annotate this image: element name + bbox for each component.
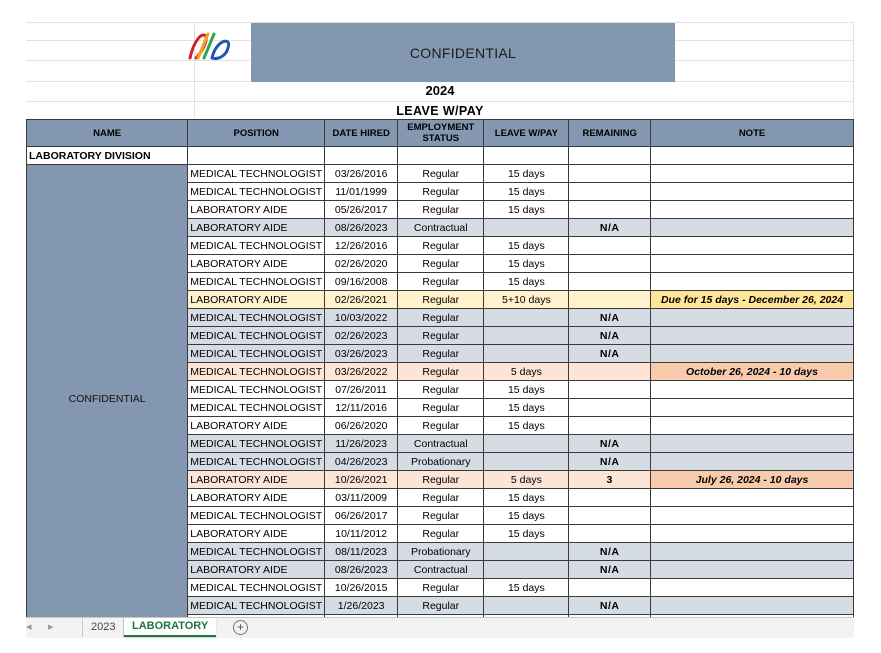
date-hired-cell[interactable]: 03/11/2009 bbox=[325, 489, 398, 507]
position-cell[interactable]: MEDICAL TECHNOLOGIST bbox=[188, 237, 325, 255]
leave-cell[interactable]: 15 days bbox=[484, 273, 569, 291]
note-cell[interactable] bbox=[651, 201, 854, 219]
header-row bbox=[27, 120, 854, 147]
leave-cell[interactable] bbox=[484, 327, 569, 345]
remaining-cell[interactable] bbox=[569, 525, 651, 543]
position-cell[interactable]: MEDICAL TECHNOLOGIST bbox=[188, 327, 325, 345]
remaining-cell[interactable] bbox=[569, 183, 651, 201]
company-logo bbox=[186, 30, 234, 62]
note-cell[interactable] bbox=[651, 417, 854, 435]
scroll-right-icon[interactable]: ▸ bbox=[48, 621, 54, 633]
date-hired-cell[interactable]: 08/26/2023 bbox=[325, 561, 398, 579]
note-cell[interactable] bbox=[651, 165, 854, 183]
table-cell[interactable] bbox=[398, 147, 484, 165]
position-cell[interactable]: MEDICAL TECHNOLOGIST bbox=[188, 165, 325, 183]
table-cell[interactable] bbox=[651, 147, 854, 165]
position-cell[interactable]: MEDICAL TECHNOLOGIST bbox=[188, 273, 325, 291]
date-hired-cell[interactable]: 10/26/2015 bbox=[325, 579, 398, 597]
position-cell[interactable]: MEDICAL TECHNOLOGIST bbox=[188, 381, 325, 399]
position-cell[interactable]: MEDICAL TECHNOLOGIST bbox=[188, 363, 325, 381]
position-cell[interactable]: LABORATORY AIDE bbox=[188, 219, 325, 237]
status-cell[interactable]: Contractual bbox=[398, 219, 484, 237]
position-cell[interactable]: LABORATORY AIDE bbox=[188, 255, 325, 273]
position-cell[interactable]: MEDICAL TECHNOLOGIST bbox=[188, 543, 325, 561]
remaining-cell[interactable]: N/A bbox=[569, 309, 651, 327]
note-cell[interactable] bbox=[651, 453, 854, 471]
column-header-position[interactable]: POSITION bbox=[188, 120, 325, 147]
status-cell[interactable]: Regular bbox=[398, 381, 484, 399]
position-cell[interactable]: MEDICAL TECHNOLOGIST bbox=[188, 309, 325, 327]
remaining-cell[interactable] bbox=[569, 291, 651, 309]
column-header-note[interactable]: NOTE bbox=[651, 120, 854, 147]
status-cell[interactable]: Regular bbox=[398, 363, 484, 381]
leave-cell[interactable]: 5 days bbox=[484, 363, 569, 381]
leave-cell[interactable]: 15 days bbox=[484, 255, 569, 273]
leave-cell[interactable] bbox=[484, 597, 569, 615]
note-cell[interactable] bbox=[651, 273, 854, 291]
date-hired-cell[interactable]: 04/26/2023 bbox=[325, 453, 398, 471]
date-hired-cell[interactable]: 11/26/2023 bbox=[325, 435, 398, 453]
note-cell[interactable] bbox=[651, 489, 854, 507]
leave-cell[interactable]: 15 days bbox=[484, 579, 569, 597]
leave-cell[interactable]: 5+10 days bbox=[484, 291, 569, 309]
leave-cell[interactable]: 15 days bbox=[484, 489, 569, 507]
remaining-cell[interactable]: N/A bbox=[569, 435, 651, 453]
date-hired-cell[interactable]: 05/26/2017 bbox=[325, 201, 398, 219]
position-cell[interactable]: MEDICAL TECHNOLOGIST bbox=[188, 345, 325, 363]
note-cell[interactable]: July 26, 2024 - 10 days bbox=[651, 471, 854, 489]
add-sheet-icon[interactable]: + bbox=[233, 620, 248, 635]
leave-cell[interactable]: 15 days bbox=[484, 525, 569, 543]
date-hired-cell[interactable]: 02/26/2023 bbox=[325, 327, 398, 345]
position-cell[interactable]: LABORATORY AIDE bbox=[188, 291, 325, 309]
status-cell[interactable]: Regular bbox=[398, 345, 484, 363]
date-hired-cell[interactable]: 10/11/2012 bbox=[325, 525, 398, 543]
note-cell[interactable] bbox=[651, 561, 854, 579]
remaining-cell[interactable] bbox=[569, 255, 651, 273]
position-cell[interactable]: LABORATORY AIDE bbox=[188, 525, 325, 543]
remaining-cell[interactable] bbox=[569, 363, 651, 381]
position-cell[interactable]: LABORATORY AIDE bbox=[188, 201, 325, 219]
note-cell[interactable] bbox=[651, 543, 854, 561]
column-header-leave-with-pay[interactable]: LEAVE W/PAY bbox=[484, 120, 569, 147]
date-hired-cell[interactable]: 09/16/2008 bbox=[325, 273, 398, 291]
division-row bbox=[27, 147, 854, 165]
table-cell[interactable] bbox=[569, 147, 651, 165]
name-merged-cell[interactable]: CONFIDENTIAL bbox=[27, 165, 188, 619]
note-cell[interactable] bbox=[651, 381, 854, 399]
leave-cell[interactable]: 15 days bbox=[484, 399, 569, 417]
note-cell[interactable] bbox=[651, 597, 854, 615]
remaining-cell[interactable]: 3 bbox=[569, 471, 651, 489]
note-cell[interactable] bbox=[651, 579, 854, 597]
remaining-cell[interactable] bbox=[569, 165, 651, 183]
leave-cell[interactable] bbox=[484, 345, 569, 363]
date-hired-cell[interactable]: 02/26/2020 bbox=[325, 255, 398, 273]
date-hired-cell[interactable]: 02/26/2021 bbox=[325, 291, 398, 309]
status-cell[interactable]: Regular bbox=[398, 597, 484, 615]
note-cell[interactable] bbox=[651, 237, 854, 255]
note-cell[interactable] bbox=[651, 183, 854, 201]
date-hired-cell[interactable]: 08/26/2023 bbox=[325, 219, 398, 237]
status-cell[interactable]: Regular bbox=[398, 237, 484, 255]
status-cell[interactable]: Regular bbox=[398, 201, 484, 219]
leave-cell[interactable] bbox=[484, 435, 569, 453]
position-cell[interactable]: MEDICAL TECHNOLOGIST bbox=[188, 399, 325, 417]
status-cell[interactable]: Regular bbox=[398, 183, 484, 201]
remaining-cell[interactable]: N/A bbox=[569, 561, 651, 579]
leave-cell[interactable] bbox=[484, 219, 569, 237]
column-header-date-hired[interactable]: DATE HIRED bbox=[325, 120, 398, 147]
remaining-cell[interactable] bbox=[569, 381, 651, 399]
status-cell[interactable]: Contractual bbox=[398, 435, 484, 453]
sheet-tab-bar bbox=[26, 617, 854, 638]
note-cell[interactable] bbox=[651, 309, 854, 327]
date-hired-cell[interactable]: 08/11/2023 bbox=[325, 543, 398, 561]
status-cell[interactable]: Regular bbox=[398, 417, 484, 435]
leave-cell[interactable]: 15 days bbox=[484, 165, 569, 183]
status-cell[interactable]: Probationary bbox=[398, 543, 484, 561]
date-hired-cell[interactable]: 12/11/2016 bbox=[325, 399, 398, 417]
leave-table bbox=[26, 119, 854, 618]
position-cell[interactable]: MEDICAL TECHNOLOGIST bbox=[188, 507, 325, 525]
position-cell[interactable]: LABORATORY AIDE bbox=[188, 489, 325, 507]
status-cell[interactable]: Regular bbox=[398, 471, 484, 489]
remaining-cell[interactable]: N/A bbox=[569, 597, 651, 615]
status-cell[interactable]: Regular bbox=[398, 291, 484, 309]
column-header-name[interactable]: NAME bbox=[27, 120, 188, 147]
leave-cell[interactable] bbox=[484, 309, 569, 327]
note-cell[interactable]: October 26, 2024 - 10 days bbox=[651, 363, 854, 381]
leave-cell[interactable]: 15 days bbox=[484, 237, 569, 255]
date-hired-cell[interactable]: 12/26/2016 bbox=[325, 237, 398, 255]
remaining-cell[interactable] bbox=[569, 399, 651, 417]
remaining-cell[interactable]: N/A bbox=[569, 345, 651, 363]
note-cell[interactable] bbox=[651, 399, 854, 417]
remaining-cell[interactable]: N/A bbox=[569, 453, 651, 471]
date-hired-cell[interactable]: 03/26/2022 bbox=[325, 363, 398, 381]
position-cell[interactable]: MEDICAL TECHNOLOGIST bbox=[188, 183, 325, 201]
remaining-cell[interactable] bbox=[569, 579, 651, 597]
note-cell[interactable] bbox=[651, 255, 854, 273]
status-cell[interactable]: Regular bbox=[398, 165, 484, 183]
note-cell[interactable]: Due for 15 days - December 26, 2024 bbox=[651, 291, 854, 309]
note-cell[interactable] bbox=[651, 507, 854, 525]
sheet-tab-2023[interactable]: 2023 bbox=[82, 618, 124, 637]
remaining-cell[interactable] bbox=[569, 237, 651, 255]
column-header-employment-status[interactable]: EMPLOYMENT STATUS bbox=[398, 120, 484, 147]
remaining-cell[interactable] bbox=[569, 417, 651, 435]
remaining-cell[interactable]: N/A bbox=[569, 543, 651, 561]
table-cell[interactable] bbox=[325, 147, 398, 165]
leave-cell[interactable] bbox=[484, 543, 569, 561]
leave-cell[interactable] bbox=[484, 453, 569, 471]
gridline bbox=[26, 101, 854, 102]
note-cell[interactable] bbox=[651, 435, 854, 453]
confidential-banner: CONFIDENTIAL bbox=[251, 23, 675, 82]
note-cell[interactable] bbox=[651, 219, 854, 237]
spreadsheet-grid[interactable] bbox=[26, 22, 854, 618]
leave-cell[interactable]: 5 days bbox=[484, 471, 569, 489]
date-hired-cell[interactable]: 03/26/2016 bbox=[325, 165, 398, 183]
status-cell[interactable]: Contractual bbox=[398, 561, 484, 579]
date-hired-cell[interactable]: 1/26/2023 bbox=[325, 597, 398, 615]
remaining-cell[interactable] bbox=[569, 201, 651, 219]
status-cell[interactable]: Regular bbox=[398, 273, 484, 291]
status-cell[interactable]: Regular bbox=[398, 507, 484, 525]
leave-cell[interactable]: 15 days bbox=[484, 183, 569, 201]
status-cell[interactable]: Probationary bbox=[398, 453, 484, 471]
scroll-left-icon[interactable]: ◂ bbox=[26, 621, 32, 633]
note-cell[interactable] bbox=[651, 525, 854, 543]
status-cell[interactable]: Regular bbox=[398, 327, 484, 345]
leave-cell[interactable]: 15 days bbox=[484, 507, 569, 525]
date-hired-cell[interactable]: 07/26/2011 bbox=[325, 381, 398, 399]
remaining-cell[interactable]: N/A bbox=[569, 219, 651, 237]
date-hired-cell[interactable]: 06/26/2017 bbox=[325, 507, 398, 525]
position-cell[interactable]: LABORATORY AIDE bbox=[188, 417, 325, 435]
note-cell[interactable] bbox=[651, 345, 854, 363]
remaining-cell[interactable] bbox=[569, 273, 651, 291]
date-hired-cell[interactable]: 06/26/2020 bbox=[325, 417, 398, 435]
date-hired-cell[interactable]: 10/03/2022 bbox=[325, 309, 398, 327]
leave-cell[interactable]: 15 days bbox=[484, 381, 569, 399]
remaining-cell[interactable] bbox=[569, 507, 651, 525]
position-cell[interactable]: LABORATORY AIDE bbox=[188, 471, 325, 489]
table-cell[interactable] bbox=[484, 147, 569, 165]
leave-cell[interactable] bbox=[484, 561, 569, 579]
position-cell[interactable]: LABORATORY AIDE bbox=[188, 561, 325, 579]
report-subtitle: LEAVE W/PAY bbox=[396, 104, 484, 118]
report-year: 2024 bbox=[425, 83, 455, 98]
division-label[interactable]: LABORATORY DIVISION bbox=[27, 147, 188, 165]
remaining-cell[interactable]: N/A bbox=[569, 327, 651, 345]
status-cell[interactable]: Regular bbox=[398, 525, 484, 543]
position-cell[interactable]: MEDICAL TECHNOLOGIST bbox=[188, 597, 325, 615]
status-cell[interactable]: Regular bbox=[398, 579, 484, 597]
table-cell[interactable] bbox=[188, 147, 325, 165]
table-row bbox=[27, 165, 854, 183]
status-cell[interactable]: Regular bbox=[398, 489, 484, 507]
note-cell[interactable] bbox=[651, 327, 854, 345]
column-header-remaining[interactable]: REMAINING bbox=[569, 120, 651, 147]
remaining-cell[interactable] bbox=[569, 489, 651, 507]
date-hired-cell[interactable]: 10/26/2021 bbox=[325, 471, 398, 489]
position-cell[interactable]: MEDICAL TECHNOLOGIST bbox=[188, 579, 325, 597]
status-cell[interactable]: Regular bbox=[398, 255, 484, 273]
date-hired-cell[interactable]: 11/01/1999 bbox=[325, 183, 398, 201]
status-cell[interactable]: Regular bbox=[398, 399, 484, 417]
position-cell[interactable]: MEDICAL TECHNOLOGIST bbox=[188, 435, 325, 453]
date-hired-cell[interactable]: 03/26/2023 bbox=[325, 345, 398, 363]
sheet-tab-laboratory[interactable]: LABORATORY bbox=[124, 618, 216, 637]
leave-cell[interactable]: 15 days bbox=[484, 201, 569, 219]
position-cell[interactable]: MEDICAL TECHNOLOGIST bbox=[188, 453, 325, 471]
leave-cell[interactable]: 15 days bbox=[484, 417, 569, 435]
status-cell[interactable]: Regular bbox=[398, 309, 484, 327]
